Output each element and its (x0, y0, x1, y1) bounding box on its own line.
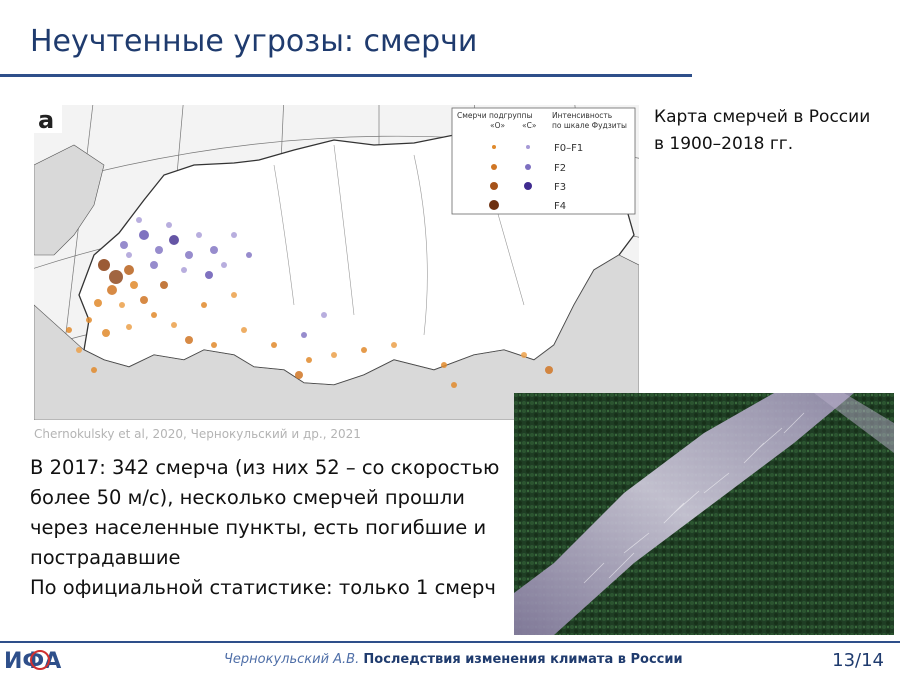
legend-row-f2: F2 (554, 163, 567, 174)
legend-row-f3: F3 (554, 182, 567, 193)
legend-col-o-title: Смерчи подгруппы (457, 111, 533, 120)
map-caption: Карта смерчей в России в 1900–2018 гг. (654, 107, 871, 154)
body-paragraph: В 2017: 342 смерча (из них 52 – со скоростью более 50 м/с), несколько смерчей прошли через населенные пункты, есть погибшие и пострадавшие (30, 456, 500, 569)
map-svg (34, 105, 639, 420)
footer-rule (0, 641, 900, 643)
map-legend (452, 108, 635, 214)
map-source-citation: Chernokulsky et al, 2020, Чернокульский и др., 2021 (34, 427, 361, 441)
footer-author: Чернокульский А.В. (224, 652, 360, 667)
map-panel-label: a (38, 106, 55, 134)
legend-col-c-title: «С» (522, 121, 537, 130)
body-text (30, 453, 500, 603)
page-number: 13/14 (832, 650, 884, 671)
footer-talk-title: Последствия изменения климата в России (363, 652, 683, 667)
footer-text (224, 652, 683, 667)
tornado-map (34, 105, 639, 420)
body-paragraph: По официальной статистике: только 1 смерч (30, 576, 496, 599)
satellite-image (514, 393, 894, 635)
legend-row-f0f1: F0–F1 (554, 143, 584, 154)
title-underline (0, 74, 692, 77)
svg-text:по шкале Фудзиты: по шкале Фудзиты (552, 121, 627, 130)
legend-row-f4: F4 (554, 201, 567, 212)
slide-title: Неучтенные угрозы: смерчи (30, 24, 478, 59)
svg-text:«О»: «О» (490, 121, 506, 130)
ifa-logo (4, 648, 76, 672)
svg-text:ИФА: ИФА (4, 649, 62, 672)
svg-text:Интенсивность: Интенсивность (552, 111, 613, 120)
